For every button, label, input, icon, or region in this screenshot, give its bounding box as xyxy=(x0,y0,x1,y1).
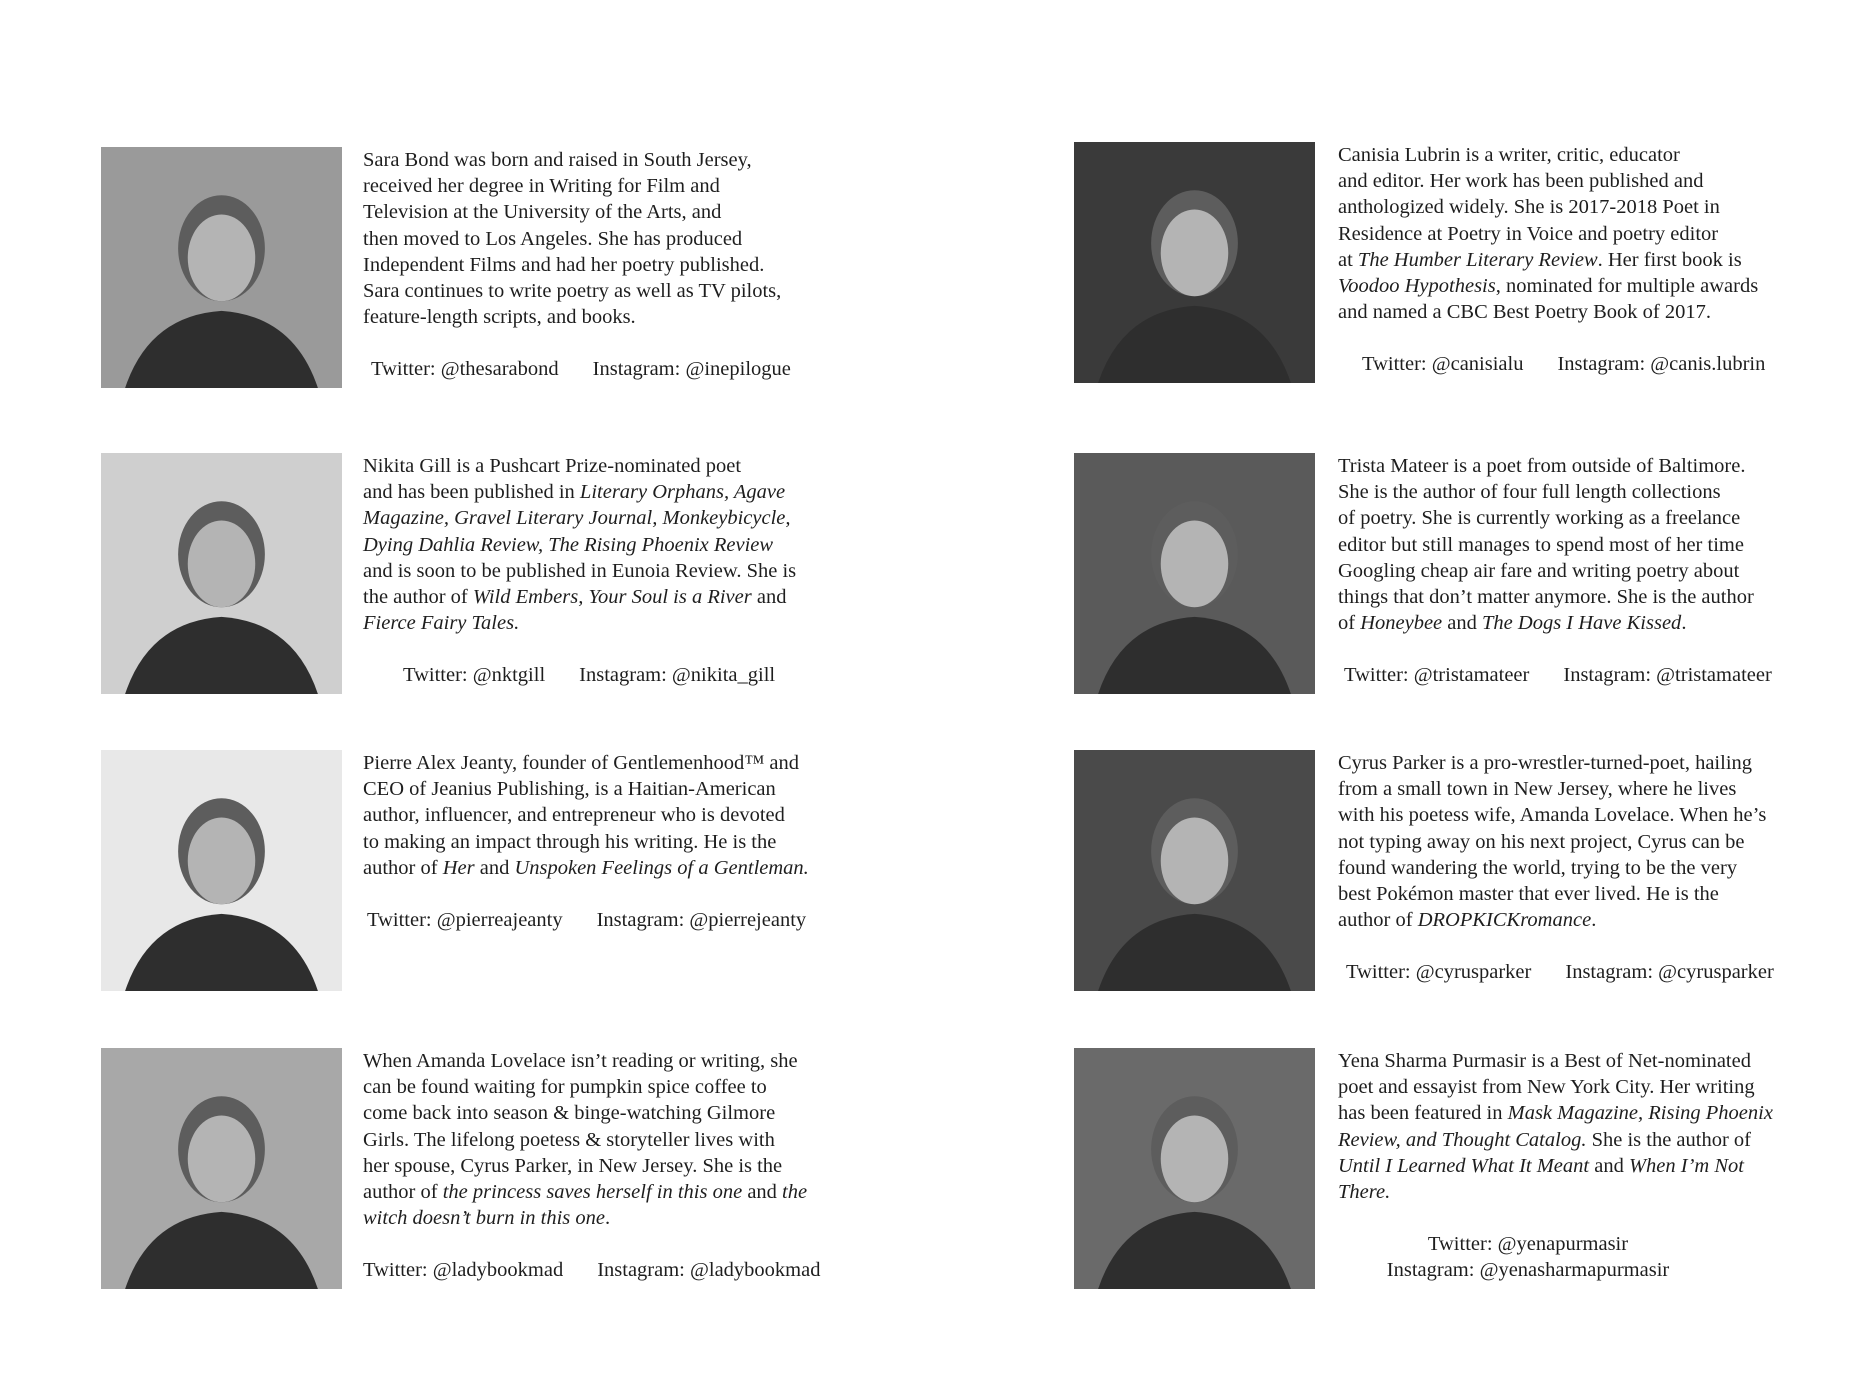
twitter-handle: Twitter: @ladybookmad xyxy=(363,1259,564,1282)
twitter-handle: Twitter: @tristamateer xyxy=(1344,664,1530,687)
bio-segment: Yena Sharma Purmasir is a Best of Net-nominated poet and essayist from New York City. Her writing has been featured in xyxy=(1338,1050,1755,1125)
bio-title-italic: Mask Magazine, Rising Phoenix Review, and Thought Catalog. xyxy=(1338,1102,1773,1151)
bio-title-italic: Wild Embers, Your Soul is a River xyxy=(472,586,752,609)
bio-paragraph xyxy=(1338,750,1808,933)
social-handles xyxy=(1338,1231,1718,1283)
bio-title-italic: When I’m Not There. xyxy=(1338,1154,1744,1204)
bio-segment: and xyxy=(1442,612,1483,635)
bio-text xyxy=(363,453,833,689)
instagram-handle: Instagram: @ladybookmad xyxy=(597,1259,821,1282)
bio-segment: and xyxy=(474,856,515,879)
twitter-handle: Twitter: @thesarabond xyxy=(371,358,559,381)
instagram-handle: Instagram: @yenasharmapurmasir xyxy=(1386,1259,1670,1282)
bio-title-italic: Literary Orphans, Agave Magazine, Gravel Literary Journal, Monkeybicycle, Dying Dahlia Review, The Rising Phoenix Review xyxy=(363,481,791,556)
bio-segment: Nikita Gill is a Pushcart Prize-nominated poet and has been published in xyxy=(363,455,742,504)
social-handles xyxy=(1338,351,1808,377)
bio-segment: and xyxy=(1589,1154,1629,1177)
bio-text xyxy=(363,1048,833,1284)
twitter-handle: Twitter: @pierreajeanty xyxy=(367,909,563,932)
bio-title-italic: Her xyxy=(442,856,475,879)
instagram-handle: Instagram: @tristamateer xyxy=(1563,664,1772,687)
bio-title-italic: the princess saves herself in this one xyxy=(442,1181,743,1204)
contributor-photo xyxy=(101,1048,342,1289)
bio-paragraph xyxy=(1338,142,1808,325)
instagram-handle: Instagram: @canis.lubrin xyxy=(1557,353,1766,376)
bio-segment: . xyxy=(605,1207,611,1230)
contributor-photo xyxy=(1074,142,1315,383)
instagram-handle: Instagram: @nikita_gill xyxy=(579,664,776,687)
twitter-handle: Twitter: @yenapurmasir xyxy=(1427,1233,1629,1256)
bio-text xyxy=(1338,142,1808,378)
bio-title-italic: The Dogs I Have Kissed xyxy=(1482,612,1682,635)
social-handles xyxy=(363,662,833,688)
social-handles xyxy=(363,1257,833,1283)
bio-segment: and xyxy=(756,586,787,609)
bio-segment: Cyrus Parker is a pro-wrestler-turned-poet, hailing from a small town in New Jersey, where he lives with his poetess wife, Amanda Lovelace. When he’s not typing away on his next project, Cyrus can be found wandering the world, trying to be the very best Pokémon master that ever lived. He is the author of xyxy=(1338,752,1767,932)
bio-title-italic: DROPKICKromance xyxy=(1417,909,1592,932)
bio-segment: and is soon to be published in Eunoia Review. She is the author of xyxy=(363,559,797,609)
twitter-handle: Twitter: @nktgill xyxy=(403,664,546,687)
instagram-handle: Instagram: @inepilogue xyxy=(592,358,791,381)
bio-text xyxy=(1338,453,1808,689)
bio-paragraph xyxy=(1338,1048,1808,1205)
bio-paragraph xyxy=(363,453,833,636)
bio-title-italic: Fierce Fairy Tales. xyxy=(363,612,520,635)
twitter-handle: Twitter: @canisialu xyxy=(1362,353,1524,376)
bio-segment: . xyxy=(1681,612,1687,635)
bio-segment: Pierre Alex Jeanty, founder of Gentlemenhood™ and CEO of Jeanius Publishing, is a Haitian-American author, influencer, and entrepreneur who is devoted to making an impact through his writing. He is the author of xyxy=(363,752,800,879)
instagram-handle: Instagram: @pierrejeanty xyxy=(596,909,807,932)
bio-title-italic: The Humber Literary Review xyxy=(1357,248,1598,271)
bio-paragraph xyxy=(363,1048,833,1231)
bio-segment: and xyxy=(742,1181,783,1204)
bio-paragraph xyxy=(363,750,833,881)
bio-segment: She is the author of xyxy=(1591,1128,1751,1151)
contributor-photo xyxy=(101,750,342,991)
bio-segment: When Amanda Lovelace isn’t reading or writing, she can be found waiting for pumpkin spice coffee to come back into season & binge-watching Gilmore Girls. The lifelong poetess & storyteller lives with her spouse, Cyrus Parker, in New Jersey. She is the author of xyxy=(363,1050,798,1204)
contributor-photo xyxy=(101,453,342,694)
bio-text xyxy=(363,147,833,383)
bio-segment: . xyxy=(1591,909,1597,932)
social-handles xyxy=(363,907,833,933)
bio-segment: , nominated for multiple awards and named a CBC Best Poetry Book of 2017. xyxy=(1338,275,1759,324)
social-handles xyxy=(363,356,833,382)
social-handles xyxy=(1338,959,1808,985)
bio-text xyxy=(363,750,833,933)
bio-paragraph xyxy=(1338,453,1808,636)
bio-segment: . Her first book is xyxy=(1597,248,1742,271)
bio-text xyxy=(1338,1048,1808,1284)
bio-segment: Sara Bond was born and raised in South Jersey, received her degree in Writing for Film and Television at the University of the Arts, and then moved to Los Angeles. She has produced Independent Films and had her poetry published. Sara continues to write poetry as well as TV pilots, feature-length scripts, and books. xyxy=(363,149,782,329)
bio-title-italic: Voodoo Hypothesis xyxy=(1338,275,1496,298)
bio-segment: Trista Mateer is a poet from outside of Baltimore. She is the author of four full length collections of poetry. She is currently working as a freelance editor but still manages to spend most of her time Googling cheap air fare and writing poetry about things that don’t matter anymore. She is the author of xyxy=(1338,455,1754,635)
contributor-photo xyxy=(1074,1048,1315,1289)
twitter-handle: Twitter: @cyrusparker xyxy=(1346,961,1532,984)
bio-text xyxy=(1338,750,1808,986)
contributor-photo xyxy=(101,147,342,388)
instagram-handle: Instagram: @cyrusparker xyxy=(1565,961,1774,984)
bio-segment: Canisia Lubrin is a writer, critic, educator and editor. Her work has been published and anthologized widely. She is 2017-2018 Poet in Residence at Poetry in Voice and poetry editor at xyxy=(1338,144,1720,271)
bio-paragraph xyxy=(363,147,833,330)
social-handles xyxy=(1338,662,1808,688)
contributor-photo xyxy=(1074,453,1315,694)
bio-title-italic: Until I Learned What It Meant xyxy=(1338,1154,1590,1177)
bio-title-italic: Honeybee xyxy=(1360,612,1443,635)
bio-title-italic: Unspoken Feelings of a Gentleman. xyxy=(514,856,809,879)
bio-title-italic: the witch doesn’t burn in this one xyxy=(363,1181,808,1230)
contributor-photo xyxy=(1074,750,1315,991)
